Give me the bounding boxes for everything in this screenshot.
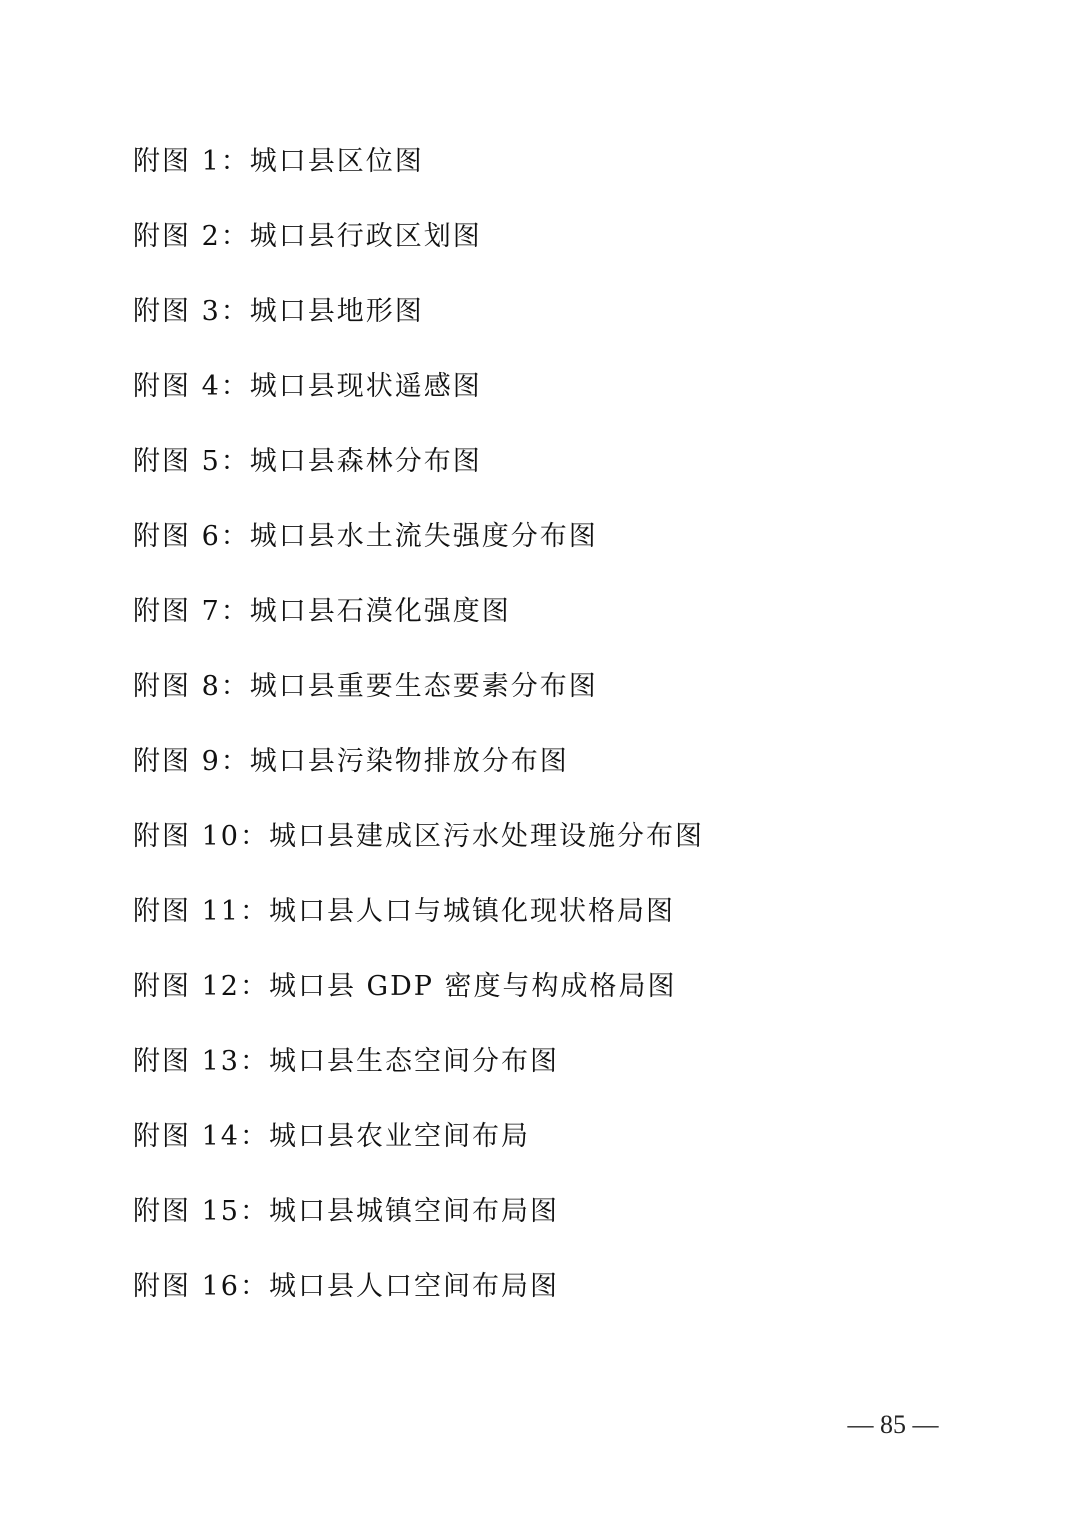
figure-list-item: 附图 4：城口县现状遥感图 <box>133 371 482 402</box>
appendix-figure-list <box>133 140 704 1340</box>
figure-list-item: 附图 14：城口县农业空间布局 <box>133 1121 530 1152</box>
figure-list-item: 附图 10：城口县建成区污水处理设施分布图 <box>133 821 704 852</box>
figure-list-item: 附图 1：城口县区位图 <box>133 146 424 177</box>
figure-list-item: 附图 12：城口县 GDP 密度与构成格局图 <box>133 971 677 1002</box>
figure-list-item: 附图 6：城口县水土流失强度分布图 <box>133 521 598 552</box>
figure-list-item: 附图 15：城口县城镇空间布局图 <box>133 1196 559 1227</box>
figure-list-item: 附图 7：城口县石漠化强度图 <box>133 596 511 627</box>
page-number: — 85 — <box>847 1410 939 1439</box>
figure-list-item: 附图 8：城口县重要生态要素分布图 <box>133 671 598 702</box>
figure-list-item: 附图 11：城口县人口与城镇化现状格局图 <box>133 896 675 927</box>
figure-list-item: 附图 16：城口县人口空间布局图 <box>133 1271 559 1302</box>
figure-list-item: 附图 5：城口县森林分布图 <box>133 446 482 477</box>
figure-list-item: 附图 3：城口县地形图 <box>133 296 424 327</box>
figure-list-item: 附图 13：城口县生态空间分布图 <box>133 1046 559 1077</box>
figure-list-item: 附图 2：城口县行政区划图 <box>133 221 482 252</box>
figure-list-item: 附图 9：城口县污染物排放分布图 <box>133 746 569 777</box>
